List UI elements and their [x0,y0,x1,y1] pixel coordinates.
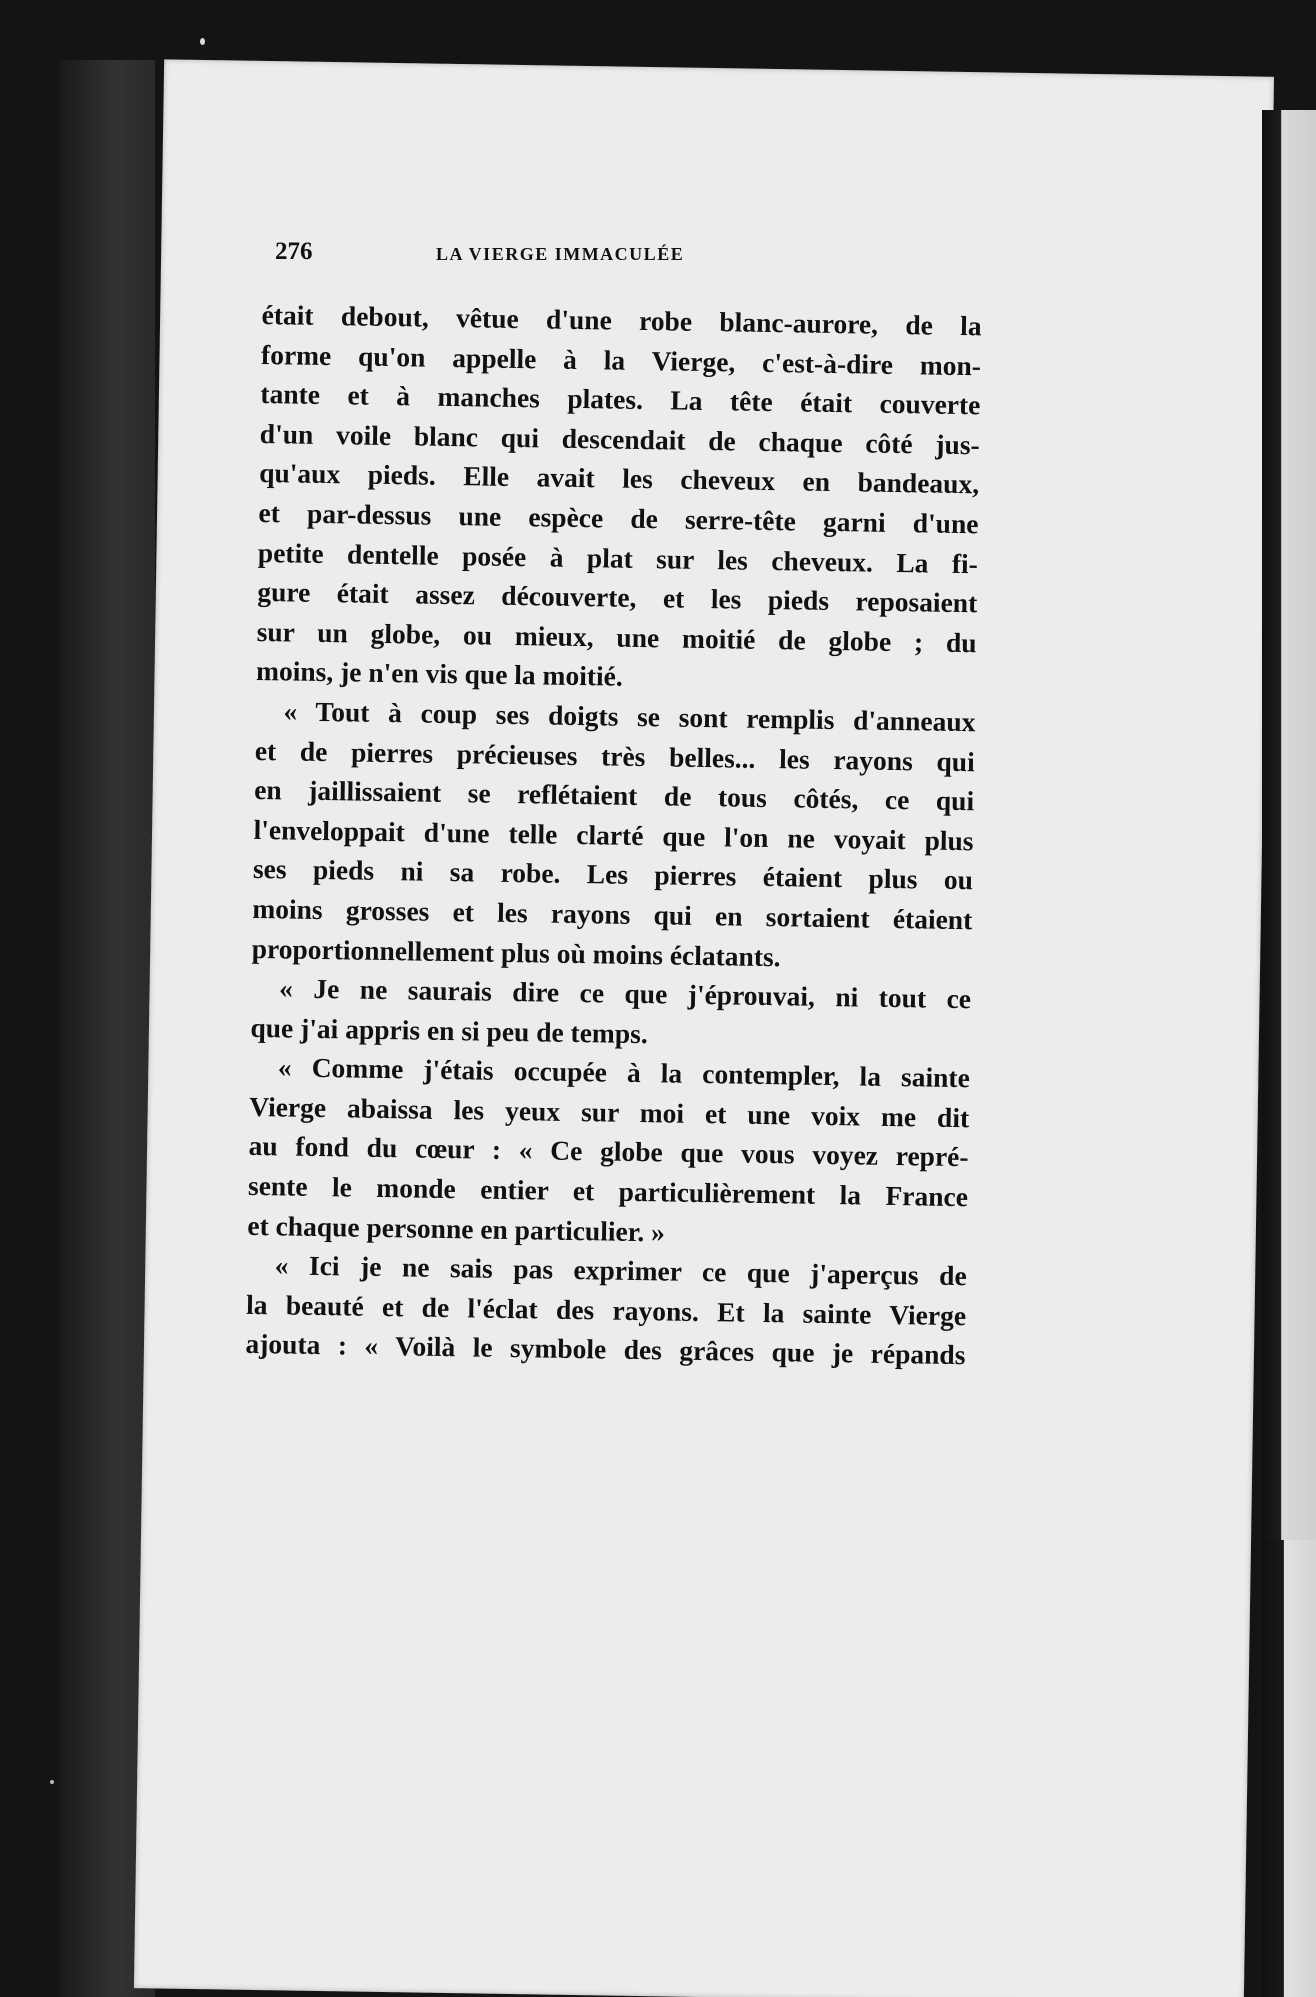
text-line: en jaillissaient se reflétaient de tous côtés, ce qui [253,774,975,817]
text-line: proportionnellement plus où moins éclatants. [251,932,781,972]
running-head: LA VIERGE IMMACULÉE [436,244,685,264]
text-line: que j'ai appris en si peu de temps. [250,1011,648,1049]
page-header [275,238,995,278]
page-number: 276 [275,238,313,265]
text-line: moins, je n'en vis que la moitié. [255,655,623,693]
text-line: gure était assez découverte, et les pieds reposaient [257,576,978,619]
text-line: l'enveloppait d'une telle clarté que l'on ne voyait plus [253,813,974,856]
text-line: la beauté et de l'éclat des rayons. Et la sainte Vierge [245,1288,967,1332]
text-line: petite dentelle posée à plat sur les cheveux. La fi- [257,536,979,579]
text-line: et de pierres précieuses très belles... les rayons qui [254,734,976,777]
body-text [245,295,982,1375]
text-line: forme qu'on appelle à la Vierge, c'est-à-dire mon- [260,338,982,381]
text-line: « Comme j'étais occupée à la contempler, la sainte [277,1051,971,1094]
dust-speck [50,1780,54,1784]
text-line: ajouta : « Voilà le symbole des grâces que je répands [245,1328,966,1371]
text-line: « Tout à coup ses doigts se sont remplis d'anneaux [283,695,976,738]
text-line: d'un voile blanc qui descendait de chaque côté jus- [259,417,980,461]
text-line: moins grosses et les rayons qui en sortaient étaient [252,892,973,936]
text-line: qu'aux pieds. Elle avait les cheveux en bandeaux, [258,457,980,500]
text-line: Vierge abaissa les yeux sur moi et une voix me dit [249,1090,970,1134]
dust-speck [200,38,205,45]
text-line: était debout, vêtue d'une robe blanc-aurore, de la [261,298,982,342]
text-line: sente le monde entier et particulièrement la France [247,1169,969,1213]
text-line: sur un globe, ou mieux, une moitié de globe ; du [256,615,977,659]
text-line: tante et à manches plates. La tête était couverte [260,378,981,421]
facing-page-edge [1262,110,1316,1997]
text-line: et par-dessus une espèce de serre-tête garni d'une [258,496,979,540]
text-line: « Je ne saurais dire ce que j'éprouvai, ni tout ce [278,972,972,1015]
text-line: ses pieds ni sa robe. Les pierres étaient plus ou [252,853,974,896]
text-line: au fond du cœur : « Ce globe que vous voyez repré- [248,1130,969,1173]
text-line: et chaque personne en particulier. » [247,1209,666,1248]
text-line: « Ici je ne sais pas exprimer ce que j'aperçus de [274,1249,967,1292]
